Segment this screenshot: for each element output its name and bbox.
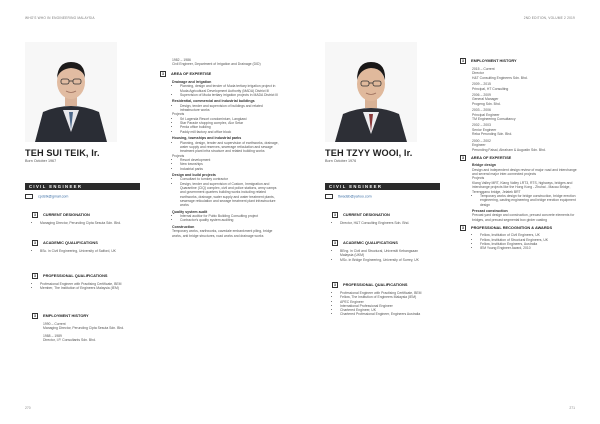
list-item: • APEC Engineer <box>340 300 432 304</box>
professional-section <box>32 273 132 291</box>
academic-section <box>332 240 432 262</box>
list-item: • Professional Engineer with Practising Certificate, BEM <box>340 291 432 295</box>
section-marker-icon: 3 <box>460 155 466 161</box>
list-item: • Design, tender and supervision of buildings and related infrastructure works <box>180 104 280 113</box>
right-page <box>300 0 600 424</box>
employment-entry: 2006 – 2009 General Manager Progeng Sdn. Bhd. <box>472 93 501 106</box>
expertise-title: Design and build projects <box>172 172 216 177</box>
list-item: • IEM Young Engineer Award, 2010 <box>480 246 578 250</box>
list-item: • Fellow, Institution Engineers, Australia <box>480 242 578 246</box>
list-item: • BEng. in Civil and Structural, Universiti Kebangsaan Malaysia (UKM) <box>340 249 432 258</box>
section-heading: 3 ACADEMIC QUALIFICATIONS <box>332 240 432 246</box>
list-item: • Consultant to turnkey contractor <box>180 177 280 181</box>
list-item: • Sri Lagenda Resort condominium, Langkawi <box>180 117 280 121</box>
list-item: • Design, tender and supervision of Custom, Immigration and Quarantine (CIQ) complex, civil and police stations, army camps and government quarters building works including related earthworks, drainage, water supply and water treatment plants, sewerage reticulation and sewage treatment plant infrastructure works <box>180 182 280 208</box>
employment-section <box>32 313 132 343</box>
list-item: • Paddy mill factory and office block <box>180 130 280 134</box>
expertise-title: Quality system audit <box>172 209 208 214</box>
employment-years: 1990 – Current <box>43 322 66 326</box>
employment-role: Civil Engineer, Department of Irrigation and Drainage (DID) <box>172 62 261 67</box>
expertise-text: Design and independent design review of major road and interchange and several major inter-connected projects <box>472 167 577 176</box>
employment-entry: 2003 – 2006 Principal Engineer TM Engineering Consultancy <box>472 108 516 122</box>
birth-date: Born October 1976 <box>325 159 357 163</box>
section-heading: 3 CURRENT DESIGNATION <box>332 212 432 218</box>
employment-entry: 2009 – 2015 Principal, HT Consulting <box>472 82 509 91</box>
running-header: WHO'S WHO IN ENGINEERING MALAYSIA <box>25 16 95 20</box>
portrait-image <box>25 42 117 142</box>
section-heading: 3 EMPLOYMENT HISTORY <box>460 58 578 64</box>
projects-label: Projects <box>472 176 485 181</box>
projects-text: Klang Valley MRT, Klang Valley LRT3, RTS, highways, bridges and interchange projects like the Hong Kong - Zhuhai - Macau Bridge, Terengganu bridge, Jelatek BRT <box>472 180 573 194</box>
employment-entry: 2002 – 2003 Senior Engineer Reka Perunding Sdn. Bhd. <box>472 123 513 137</box>
section-heading: 3 EMPLOYMENT HISTORY <box>32 313 132 319</box>
employment-role: Managing Director, Perunding Cipta Sesuta Sdn. Bhd. <box>43 326 125 331</box>
section-marker-icon: 3 <box>332 212 338 218</box>
section-marker-icon: 3 <box>160 71 166 77</box>
section-heading: 3 AREA OF EXPERTISE <box>160 71 280 77</box>
projects-label: Projects <box>172 112 185 117</box>
employment-column <box>460 58 578 250</box>
list-item: • Director, H&T Consulting Engineers Sdn. Bhd. <box>340 221 432 225</box>
list-item: • Fellow, Institution of Civil Engineers, UK <box>480 233 578 237</box>
section-heading: 3 ACADEMIC QUALIFICATIONS <box>32 240 132 246</box>
portrait-photo <box>25 42 117 142</box>
expertise-title: Bridge design <box>472 162 496 167</box>
section-heading: 3 PROFESSIONAL RECOGNITION & AWARDS <box>460 225 578 231</box>
list-item: • Fellow, Institution of Structural Engineers, UK <box>480 238 578 242</box>
email-icon <box>325 194 333 199</box>
section-marker-icon: 3 <box>460 225 466 231</box>
expertise-title: Residential, commercial and industrial buildings <box>172 99 255 104</box>
list-item: • Star Parade shopping complex, Alor Setar <box>180 121 280 125</box>
employment-years: 1988 – 1989 <box>43 333 62 338</box>
employment-role: Director, I.P. Consultants Sdn. Bhd. <box>43 338 96 343</box>
birth-date: Born October 1967 <box>25 159 57 163</box>
section-marker-icon: 3 <box>32 212 38 218</box>
list-item: • Supervision of Muda tertiary irrigation projects in MADA District III <box>180 93 280 97</box>
list-item: • Planning, design, tender and supervision of earthworks, drainage, water supply and reserves, sewerage reticulation and sewage treatment plant infra structure and related building works <box>180 141 280 154</box>
list-item: • Planning, design and tender of Muda tertiary irrigation project in Muda Agricultural Development Authority (MADA) District III <box>180 84 280 93</box>
section-marker-icon: 3 <box>32 240 38 246</box>
list-item: • Chartered Professional Engineer, Engineers Australia <box>340 312 432 316</box>
list-item: • New townships <box>180 162 280 166</box>
section-heading: 3 PROFESSIONAL QUALIFICATIONS <box>332 282 432 288</box>
page-number: 271 <box>569 406 575 410</box>
list-item: • Perda office building <box>180 125 280 129</box>
expertise-text: Temporary works, earthworks, cavedale embankment piling, bridge works, anti bridge structures, road works and drainage works <box>172 229 273 238</box>
section-heading: 3 AREA OF EXPERTISE <box>460 155 578 161</box>
expertise-title: Drainage and Irrigation <box>172 79 212 84</box>
expertise-title: Precast construction <box>472 208 508 213</box>
role-bar: CIVIL ENGINEER <box>325 183 440 190</box>
list-item: • Managing Director, Perunding Cipta Sesuta Sdn. Bhd. <box>40 221 132 225</box>
list-item: • Professional Engineer with Practising Certificate, BEM <box>40 282 132 286</box>
role-bar: CIVIL ENGINEER <box>25 183 140 190</box>
expertise-text: Precast yard design and construction, precast concrete elements for bridges, and precast segmental box girder casting <box>472 213 575 222</box>
section-marker-icon: 3 <box>32 273 38 279</box>
list-item: • Internal auditor for Pubic Building Consulting project <box>180 214 280 218</box>
designation-section <box>32 212 132 225</box>
list-item: • Fellow, The Institution of Engineers Malaysia (IEM) <box>340 295 432 299</box>
portrait-photo <box>325 42 417 142</box>
list-item: • Member, The Institution of Engineers Malaysia (IEM) <box>40 286 132 290</box>
list-item: • BSc. in Civil Engineering, University of Salford, UK <box>40 249 132 253</box>
portrait-image <box>325 42 417 142</box>
expertise-title: Housing, townships and industrial parks <box>172 136 242 141</box>
expertise-column <box>160 58 280 238</box>
email-row <box>325 194 372 199</box>
section-marker-icon: 3 <box>332 282 338 288</box>
email-icon <box>25 194 33 199</box>
list-item: • Chartered Engineer, UK <box>340 308 432 312</box>
section-heading: 3 CURRENT DESIGNATION <box>32 212 132 218</box>
designation-section <box>332 212 432 225</box>
person-name: TEH SUI TEIK, Ir. <box>25 148 100 158</box>
email-link[interactable]: ttwadsb@yahoo.com <box>338 194 372 199</box>
list-item: • Resort development <box>180 158 280 162</box>
employment-years: 1982 – 1986 <box>172 58 191 62</box>
employment-entry: 2015 – Current Director H&T Consulting Engineers Sdn. Bhd. <box>472 67 528 80</box>
section-marker-icon: 3 <box>460 58 466 64</box>
list-item: • Temporary works design for bridge construction, bridge erection engineering, casting engineering and bridge erection equipment design <box>480 194 578 207</box>
list-item: • Contractor's quality system auditing <box>180 218 280 222</box>
email-row <box>25 194 68 199</box>
list-item: • MSc. in Bridge Engineering, University of Surrey, UK <box>340 258 432 262</box>
employment-entry: 2000 – 2002 Engineer Perunding Faisal, Abraham & Augustin Sdn. Bhd. <box>472 138 546 152</box>
expertise-title: Construction <box>172 224 195 229</box>
list-item: • Industrial parks <box>180 167 280 171</box>
email-link[interactable]: cpdstk@gmail.com <box>38 194 69 199</box>
professional-section <box>332 282 432 317</box>
person-name: TEH TZYY WOOI, Ir. <box>325 148 413 158</box>
projects-label: Projects <box>172 153 185 158</box>
page-number: 270 <box>25 406 31 410</box>
section-marker-icon: 3 <box>332 240 338 246</box>
list-item: • International Professional Engineer <box>340 304 432 308</box>
section-marker-icon: 3 <box>32 313 38 319</box>
section-heading: 3 PROFESSIONAL QUALIFICATIONS <box>32 273 132 279</box>
academic-section <box>32 240 132 253</box>
running-header: 2ND EDITION, VOLUME 2 2019 <box>523 16 575 20</box>
